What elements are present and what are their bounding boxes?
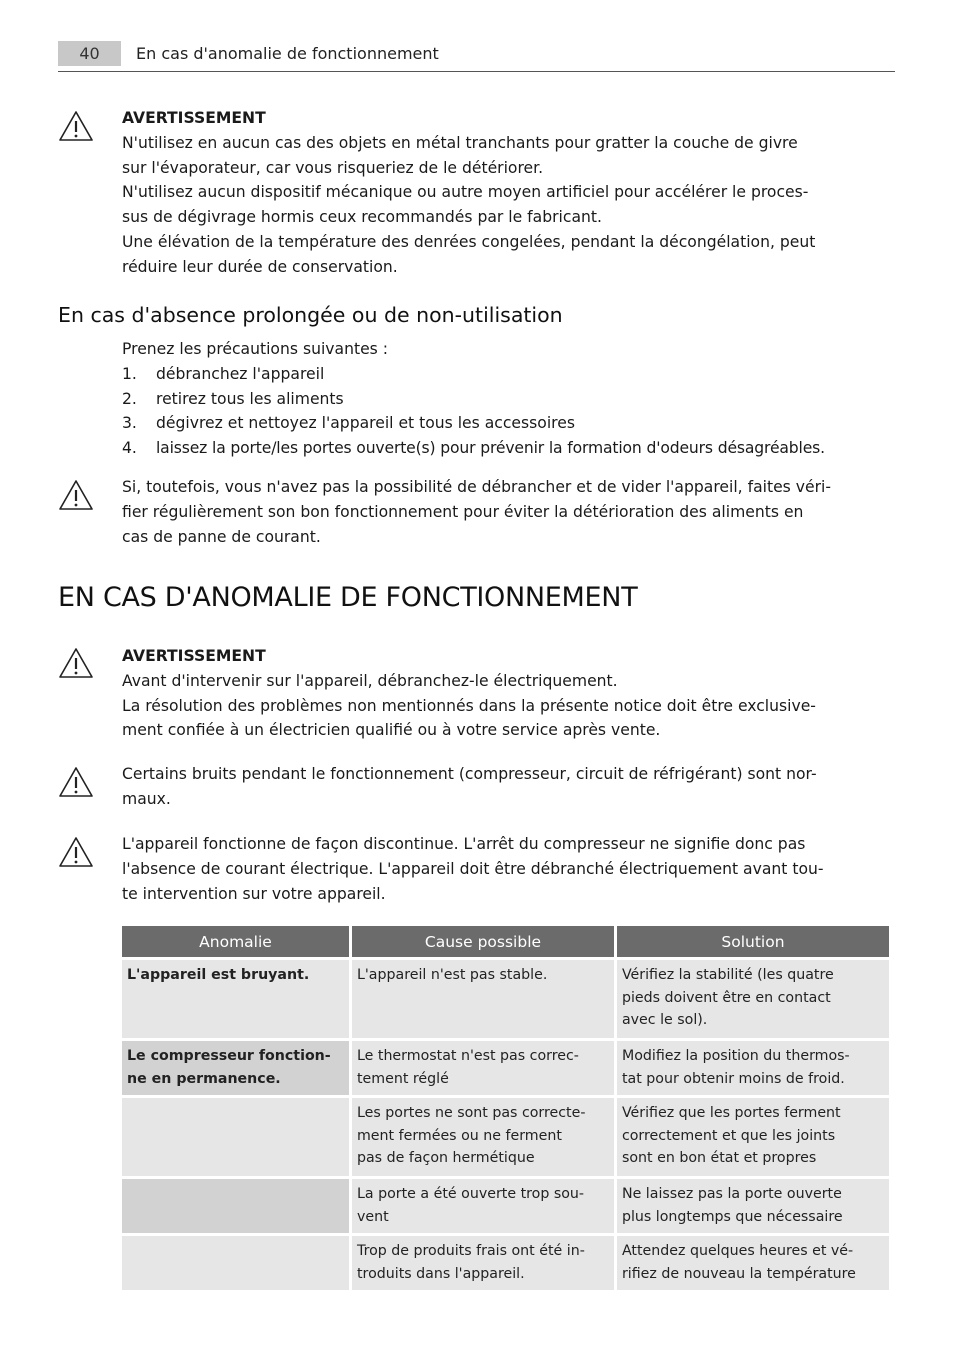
list-item-text: laissez la porte/les portes ouverte(s) pour prévenir la formation d'odeurs désagréables. [156,439,825,458]
list-item-text: retirez tous les aliments [156,389,344,408]
list-item [122,362,897,387]
section-title: EN CAS D'ANOMALIE DE FONCTIONNEMENT [58,582,638,613]
list-item-number: 4. [122,439,137,458]
warning-triangle-icon [58,110,94,142]
warning-block-electrical [122,644,897,743]
note-line: maux. [122,789,171,808]
cell-line: pieds doivent être en contact [621,989,831,1006]
cell-line: L'appareil n'est pas stable. [356,967,548,983]
note-line: L'appareil fonctionne de façon discontinue. L'arrêt du compresseur ne signifie donc pas [122,835,806,853]
cell-line: correctement et que les joints [621,1127,836,1144]
warning-block-defrost [122,106,897,280]
cell-cause [352,1179,614,1233]
list-item-text: débranchez l'appareil [156,364,325,383]
cell-line: plus longtemps que nécessaire [621,1208,843,1225]
cell-anomalie [122,1179,349,1233]
note-line: te intervention sur votre appareil. [122,884,386,903]
list-item [122,436,897,461]
subsection-title: En cas d'absence prolongée ou de non-utilisation [58,303,563,327]
troubleshooting-table [119,923,892,1293]
cell-line: Le thermostat n'est pas correc- [356,1048,579,1064]
cell-anomalie [122,960,349,1038]
cell-line: tat pour obtenir moins de froid. [621,1070,845,1087]
cell-solution [617,1236,889,1290]
precautions-list [122,337,897,461]
list-item-number: 1. [122,364,137,383]
caution-line: cas de panne de courant. [122,527,321,546]
caution-line: Si, toutefois, vous n'avez pas la possibilité de débrancher et de vider l'appareil, faites véri- [122,478,831,496]
note-block-compressor [122,832,897,906]
page-number: 40 [58,41,121,66]
list-item-number: 3. [122,414,137,433]
warning-line: N'utilisez en aucun cas des objets en métal tranchants pour gratter la couche de givre [122,133,798,152]
table-header-row [122,926,889,957]
warning-triangle-icon [58,836,94,868]
caution-block-absence [122,475,897,549]
warning-line: Avant d'intervenir sur l'appareil, débranchez-le électriquement. [122,671,618,690]
cell-cause [352,960,614,1038]
cell-line: rifiez de nouveau la température [621,1265,856,1282]
cell-line: Ne laissez pas la porte ouverte [621,1186,842,1202]
cell-solution [617,960,889,1038]
cell-line: sont en bon état et propres [621,1150,817,1166]
note-line: l'absence de courant électrique. L'appareil doit être débranché électriquement avant tou- [122,859,824,878]
warning-triangle-icon [58,479,94,511]
warning-triangle-icon [58,647,94,679]
cell-solution [617,1098,889,1176]
cell-line: Trop de produits frais ont été in- [356,1243,585,1259]
cell-anomalie [122,1098,349,1176]
cell-cause [352,1041,614,1095]
cell-solution [617,1041,889,1095]
cell-line: La porte a été ouverte trop sou- [356,1186,585,1202]
list-item [122,411,897,436]
cell-line: ne en permanence. [127,1070,281,1087]
list-intro: Prenez les précautions suivantes : [122,340,388,358]
column-header-solution: Solution [617,926,889,957]
column-header-cause: Cause possible [352,926,614,957]
cell-cause [352,1236,614,1290]
warning-line: sus de dégivrage hormis ceux recommandés par le fabricant. [122,208,602,227]
page-header [58,41,895,72]
running-title: En cas d'anomalie de fonctionnement [136,44,439,63]
list-item-number: 2. [122,389,137,408]
warning-line: N'utilisez aucun dispositif mécanique ou autre moyen artificiel pour accélérer le proces- [122,183,809,202]
caution-line: fier régulièrement son bon fonctionnement pour éviter la détérioration des aliments en [122,502,804,521]
warning-line: La résolution des problèmes non mentionnés dans la présente notice doit être exclusive- [122,696,816,715]
warning-triangle-icon [58,766,94,798]
cell-line: vent [356,1208,389,1225]
column-header-anomalie: Anomalie [122,926,349,957]
cell-line: Vérifiez que les portes ferment [621,1105,841,1121]
warning-heading: AVERTISSEMENT [122,647,266,665]
note-line: Certains bruits pendant le fonctionnement (compresseur, circuit de réfrigérant) sont nor- [122,765,817,783]
cell-anomalie [122,1236,349,1290]
warning-line: réduire leur durée de conservation. [122,257,398,276]
table-row [122,1041,889,1095]
table-row [122,960,889,1038]
list-item-text: dégivrez et nettoyez l'appareil et tous les accessoires [156,414,575,433]
note-block-noise [122,762,897,812]
cell-line: Modifiez la position du thermos- [621,1048,850,1064]
warning-line: Une élévation de la température des denrées congelées, pendant la décongélation, peut [122,232,816,251]
cell-line: pas de façon hermétique [356,1150,535,1166]
cell-line: Les portes ne sont pas correcte- [356,1105,586,1121]
cell-line: troduits dans l'appareil. [356,1265,525,1282]
warning-line: ment confiée à un électricien qualifié ou à votre service après vente. [122,721,661,740]
cell-line: avec le sol). [621,1012,708,1028]
cell-cause [352,1098,614,1176]
cell-solution [617,1179,889,1233]
table-row [122,1179,889,1233]
cell-line: Attendez quelques heures et vé- [621,1243,854,1259]
warning-line: sur l'évaporateur, car vous risqueriez de le détériorer. [122,158,544,177]
cell-line: ment fermées ou ne ferment [356,1127,562,1144]
table-row [122,1236,889,1290]
cell-line: L'appareil est bruyant. [127,967,310,983]
cell-line: Le compresseur fonction- [127,1048,331,1064]
warning-heading: AVERTISSEMENT [122,109,266,127]
cell-line: tement réglé [356,1070,449,1087]
list-item [122,387,897,412]
table-row [122,1098,889,1176]
cell-line: Vérifiez la stabilité (les quatre [621,967,834,983]
cell-anomalie [122,1041,349,1095]
